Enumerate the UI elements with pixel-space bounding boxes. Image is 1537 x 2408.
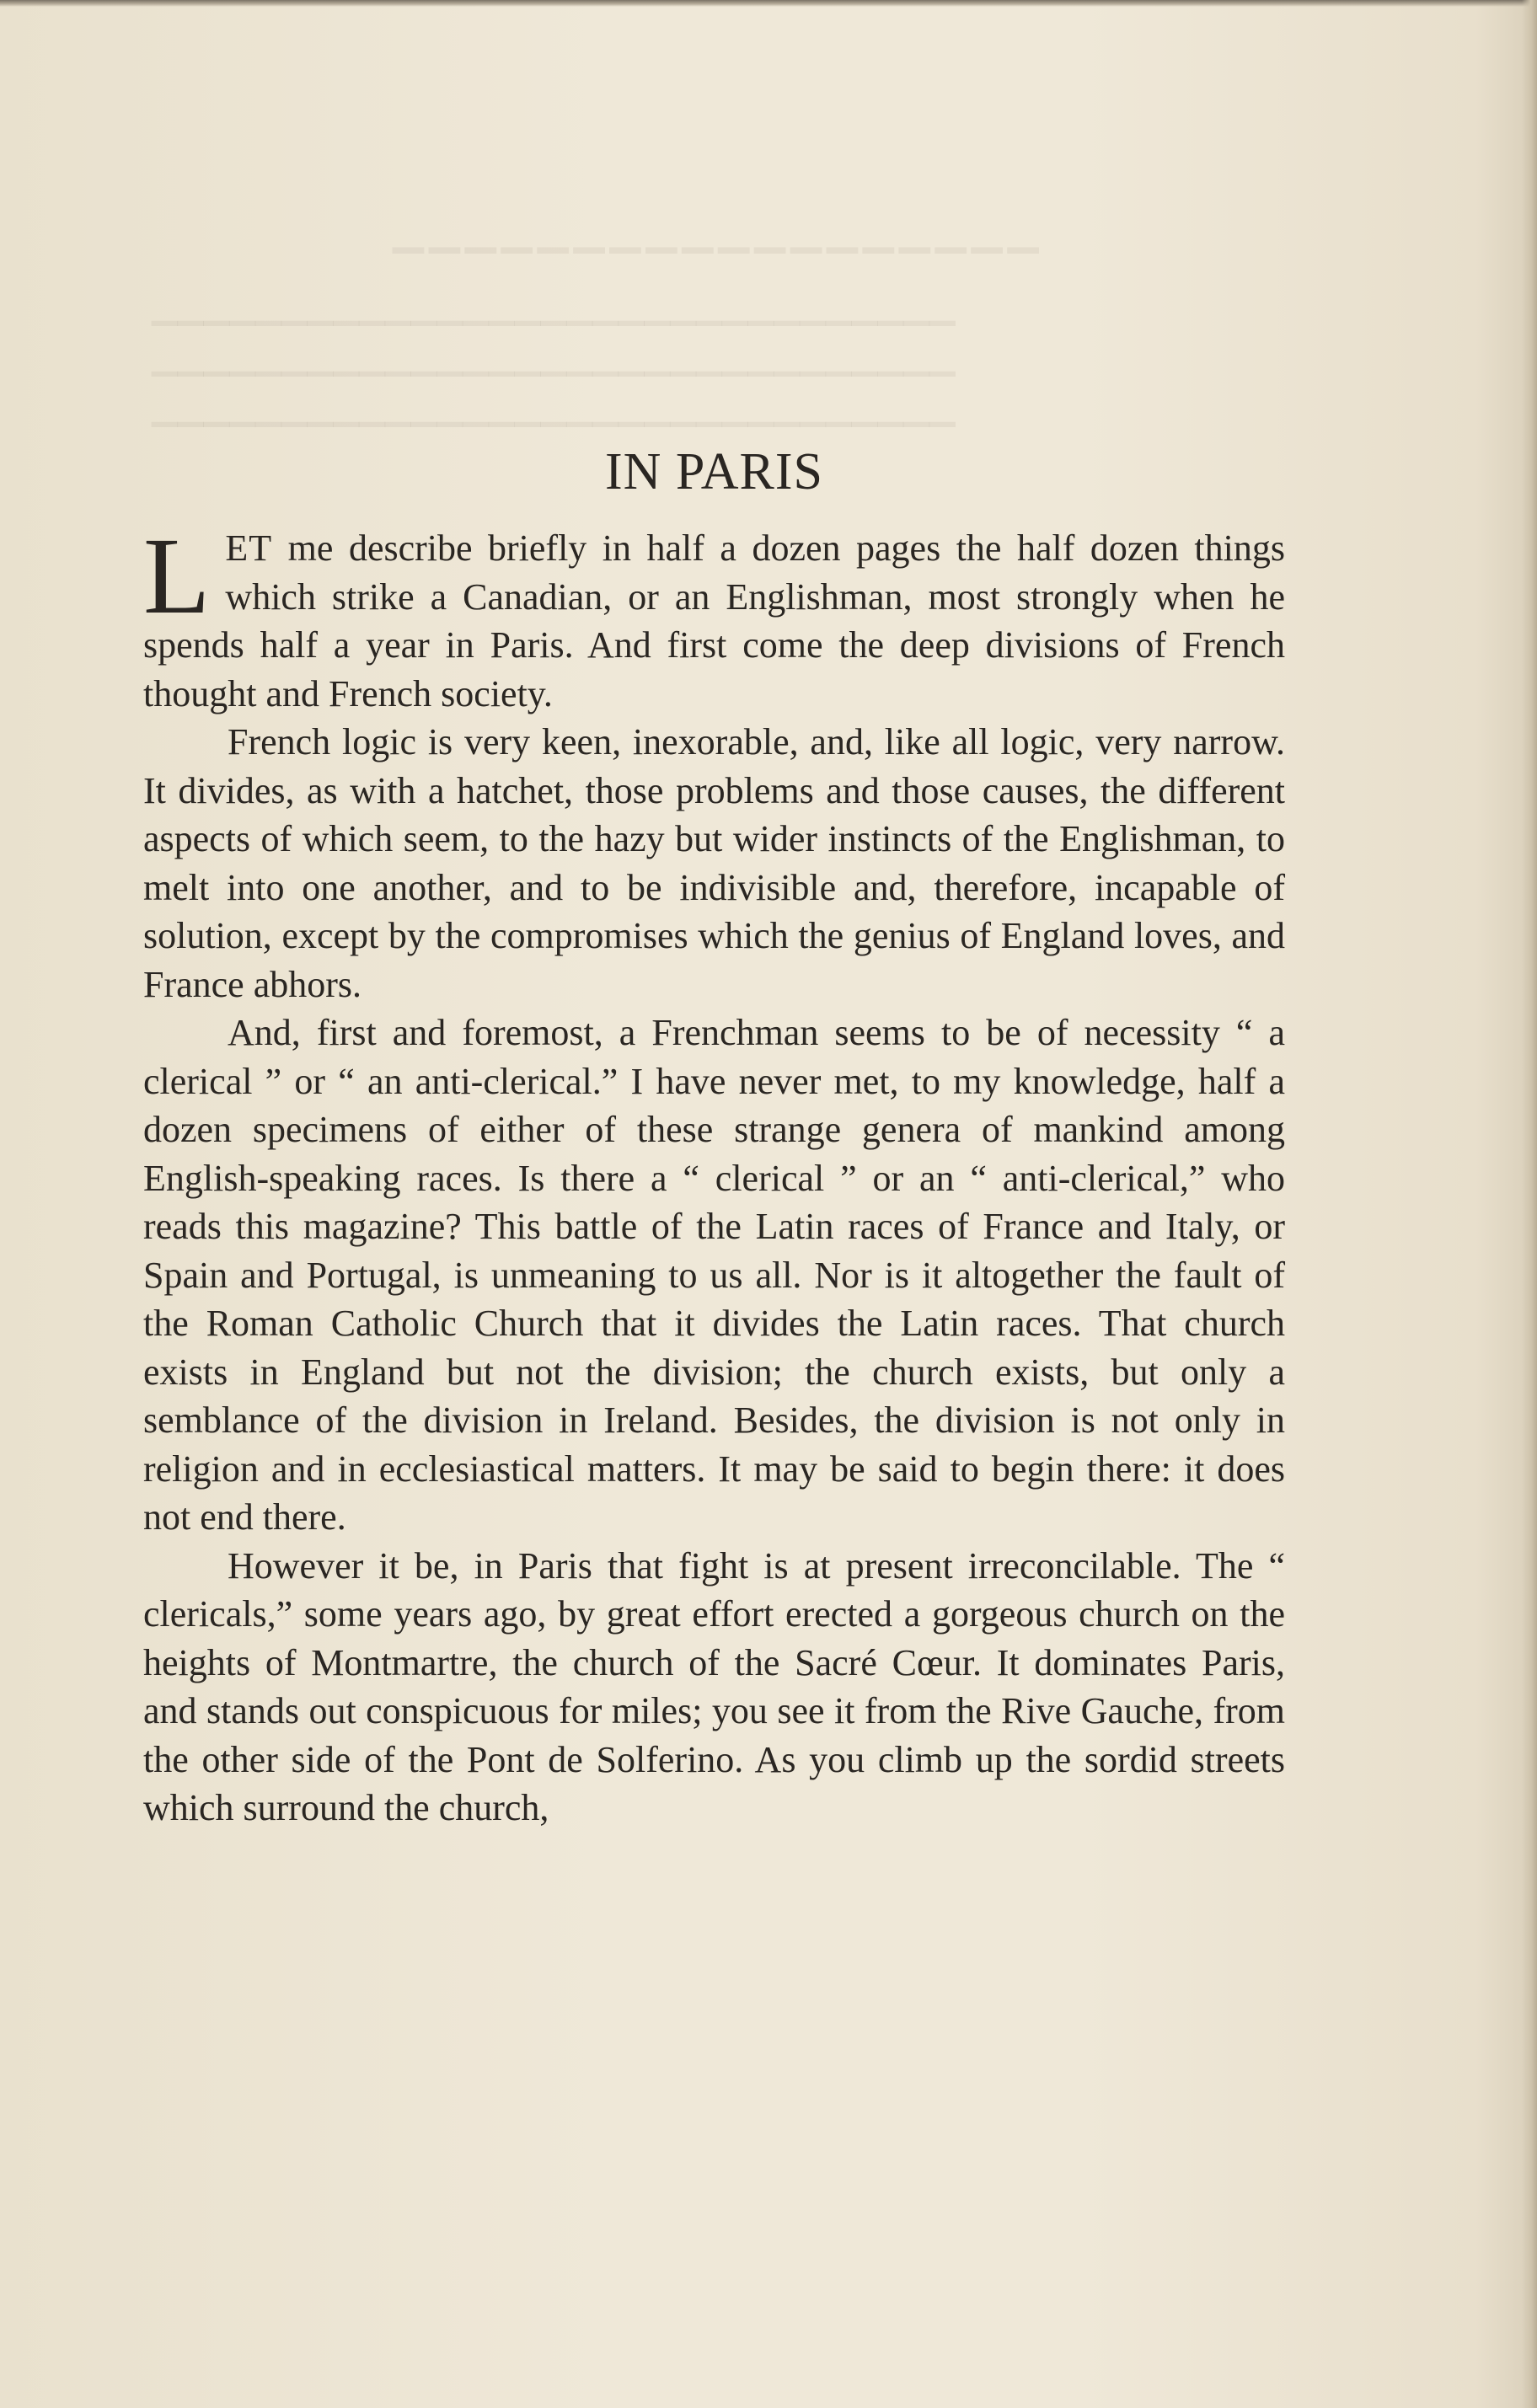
- bleed-through-line: ▁▁▁▁▁▁▁▁▁▁▁▁▁▁▁▁▁▁▁▁▁▁▁▁▁▁▁▁▁▁▁: [152, 338, 956, 376]
- text-column: [143, 438, 1285, 1833]
- paragraph-2: French logic is very keen, inexorable, and, like all logic, very narrow. It divides, as with a hatchet, those problems and those causes, the different aspects of which seem, to the hazy but wider instincts of the Englishman, to melt into one another, and to be indivisible and, therefore, incapable of solution, except by the compromises which the genius of England loves, and France abhors.: [143, 721, 1285, 1005]
- bleed-through-header: ▁▁▁▁▁▁▁▁▁▁▁▁▁▁▁▁▁▁: [388, 208, 1039, 253]
- drop-cap: L: [143, 516, 211, 637]
- paragraph-4: However it be, in Paris that fight is at present irreconcilable. The “ clericals,” some years ago, by great effort erected a gorgeous church on the heights of Montmartre, the church of the Sacré Cœur. It dominates Paris, and stands out conspicuous for miles; you see it from the Rive Gauche, from the other side of the Pont de Solferino. As you climb up the sordid streets which surround the church,: [143, 1544, 1285, 1828]
- page-right-edge: [1522, 0, 1537, 2408]
- paragraph-1: [143, 516, 1285, 718]
- paragraph-1-text: me describe briefly in half a dozen pages the half dozen things which strike a Canadian, or an Englishman, most strongly when he spends half a year in Paris. And first come the deep divisions of French thought and French society.: [143, 527, 1285, 714]
- first-word-rest: ET: [225, 527, 273, 569]
- bleed-through-line: ▁▁▁▁▁▁▁▁▁▁▁▁▁▁▁▁▁▁▁▁▁▁▁▁▁▁▁▁▁▁▁: [152, 287, 956, 325]
- page-top-edge: [0, 0, 1537, 7]
- paragraph-3: And, first and foremost, a Frenchman seems to be of necessity “ a clerical ” or “ an anti-clerical.” I have never met, to my knowledge, half a dozen specimens of either of these strange genera of mankind among English-speaking races. Is there a “ clerical ” or an “ anti-clerical,” who reads this magazine? This battle of the Latin races of France and Italy, or Spain and Portugal, is unmeaning to us all. Nor is it altogether the fault of the Roman Catholic Church that it divides the Latin races. That church exists in England but not the division; the church exists, but only a semblance of the division in Ireland. Besides, the division is not only in religion and in ecclesiastical matters. It may be said to begin there: it does not end there.: [143, 1012, 1285, 1538]
- article-title: IN PARIS: [605, 443, 823, 500]
- bleed-through-line: ▁▁▁▁▁▁▁▁▁▁▁▁▁▁▁▁▁▁▁▁▁▁▁▁▁▁▁▁▁▁▁: [152, 388, 956, 426]
